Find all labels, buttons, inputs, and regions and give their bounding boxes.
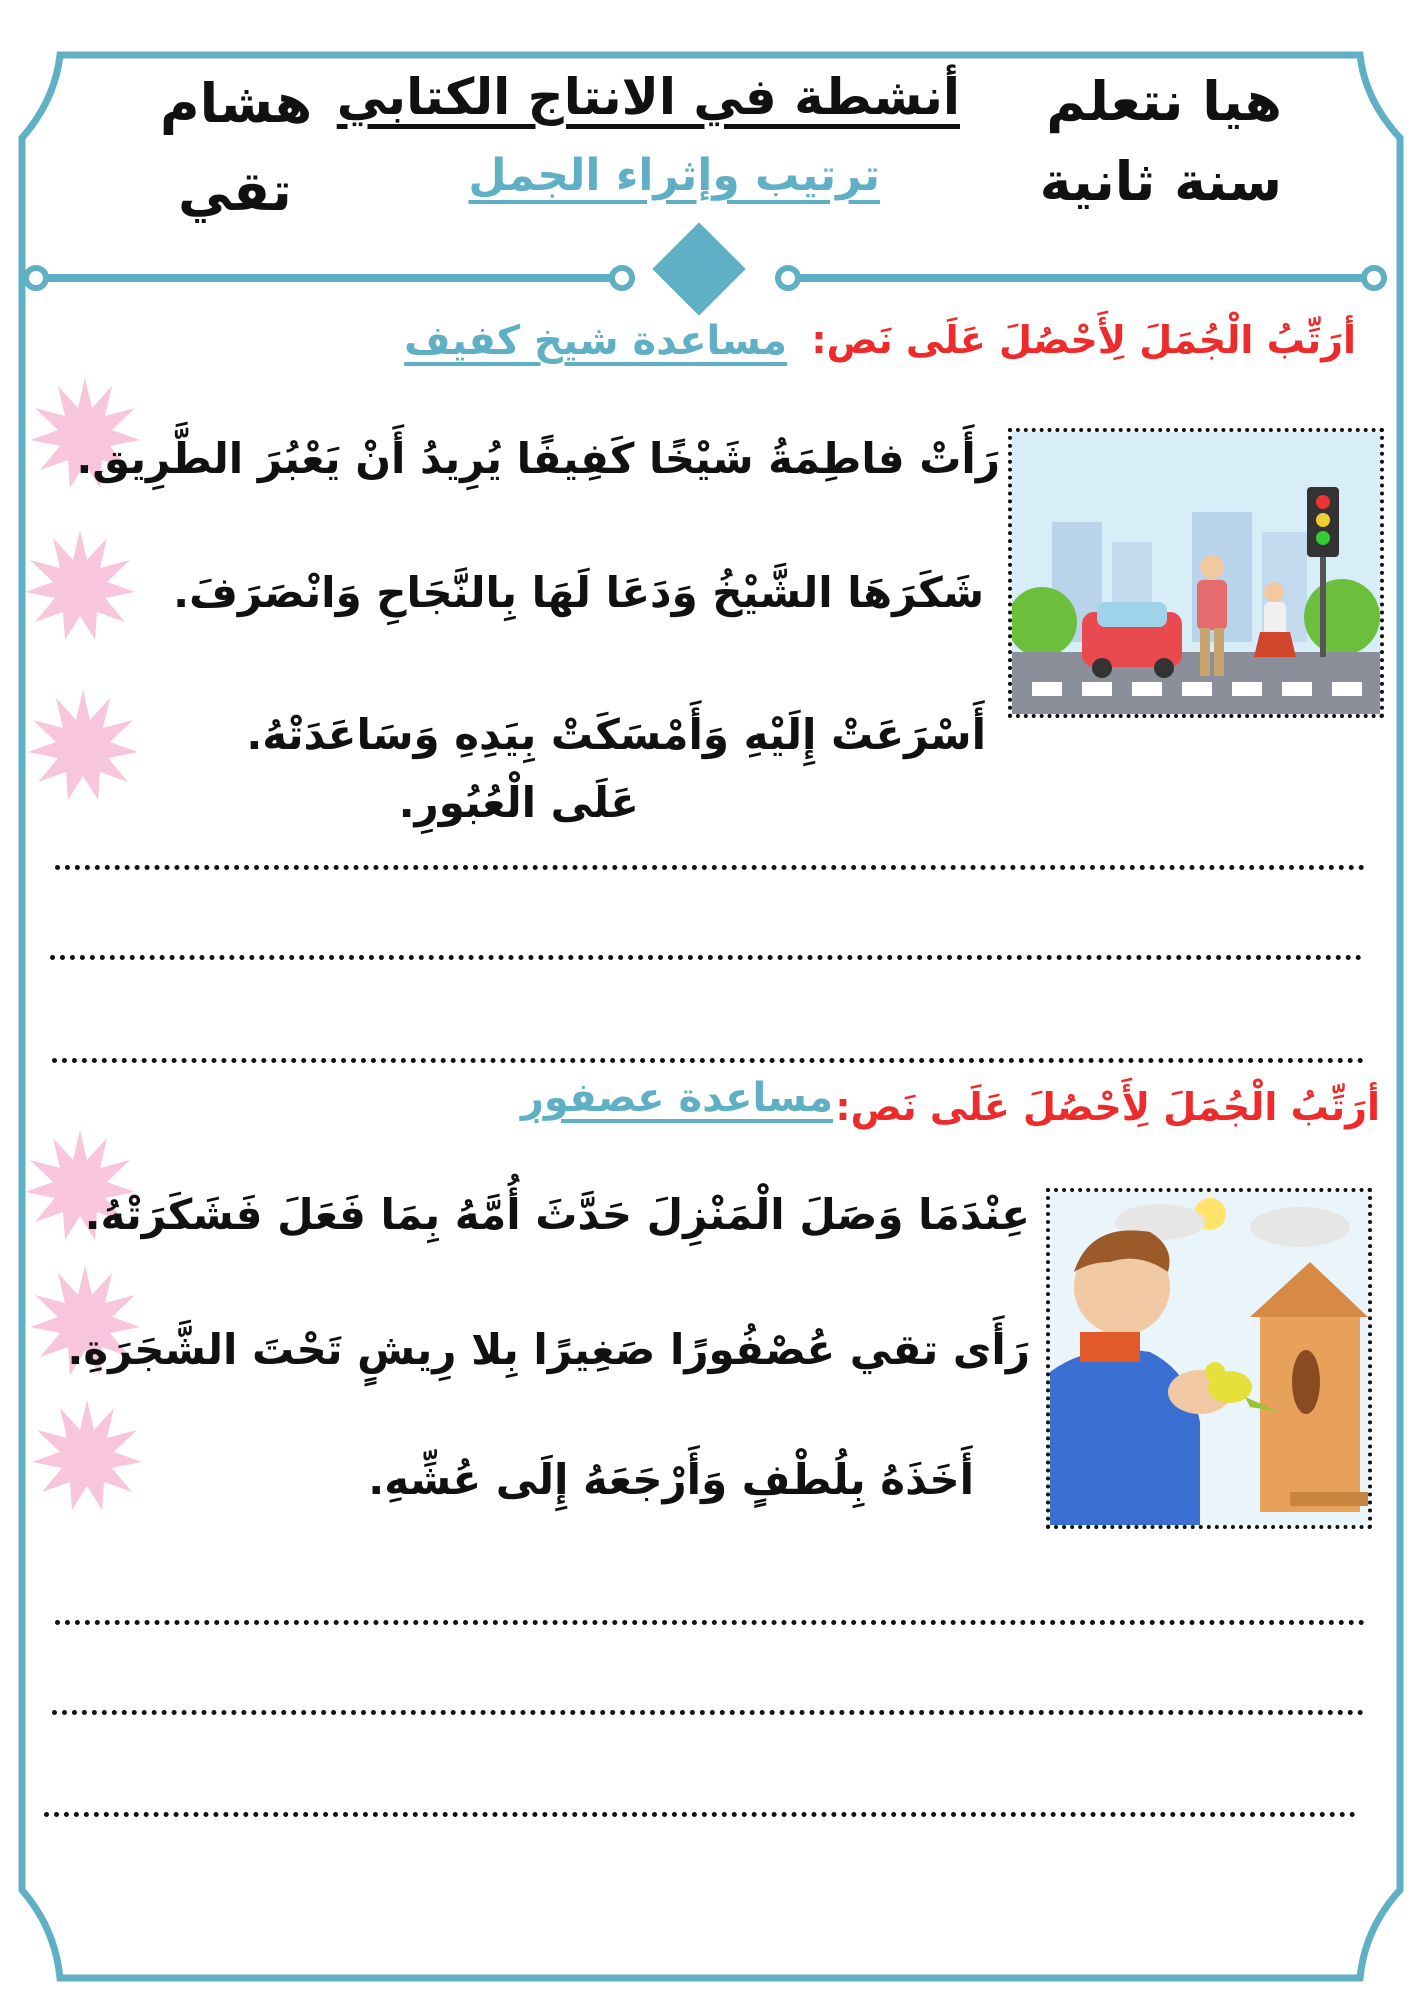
author-last-name: تقي [178, 160, 292, 223]
page-title: أنشطة في الانتاج الكتابي [336, 68, 960, 126]
school-level-label: هيا نتعلم [1046, 70, 1282, 133]
flower-icon [28, 690, 138, 800]
flower-icon [32, 1400, 142, 1510]
writing-line[interactable] [44, 1812, 1356, 1817]
street-crossing-illustration [1008, 428, 1384, 718]
section2-sentence-3: أَخَذَهُ بِلُطْفٍ وَأَرْجَعَهُ إِلَى عُشِّهِ. [368, 1455, 974, 1504]
section2-sentence-2: رَأَى تقي عُصْفُورًا صَغِيرًا بِلا رِيشٍ تَحْتَ الشَّجَرَةِ. [67, 1325, 1030, 1374]
boy-with-bird-illustration [1046, 1188, 1372, 1529]
section1-sentence-3: أَسْرَعَتْ إِلَيْهِ وَأَمْسَكَتْ بِيَدِهِ وَسَاعَدَتْهُ. [246, 710, 986, 759]
section1-sentence-4: عَلَى الْعُبُورِ. [398, 778, 639, 827]
writing-line[interactable] [55, 865, 1365, 870]
author-first-name: هشام [160, 72, 313, 135]
flower-icon [25, 530, 135, 640]
section1-sentence-2: شَكَرَهَا الشَّيْخُ وَدَعَا لَهَا بِالنَّجَاحِ وَانْصَرَفَ. [173, 568, 984, 617]
writing-line[interactable] [50, 955, 1362, 960]
section1-sentence-1: رَأَتْ فاطِمَةُ شَيْخًا كَفِيفًا يُرِيدُ أَنْ يَعْبُرَ الطَّرِيق. [76, 434, 1000, 483]
page-subtitle: ترتيب وإثراء الجمل [468, 150, 880, 201]
section2-sentence-1: عِنْدَمَا وَصَلَ الْمَنْزِلَ حَدَّثَ أُمَّهُ بِمَا فَعَلَ فَشَكَرَتْهُ. [84, 1190, 1030, 1239]
writing-line[interactable] [52, 1058, 1364, 1063]
section2-instruction: أرَتِّبُ الْجُمَلَ لِأَحْصُلَ عَلَى نَص: [835, 1085, 1380, 1129]
divider-diamond [652, 222, 745, 315]
section2-story-title: مساعدة عصفور [520, 1075, 833, 1121]
section1-instruction: أرَتِّبُ الْجُمَلَ لِأَحْصُلَ عَلَى نَص: [811, 318, 1356, 362]
writing-line[interactable] [55, 1620, 1365, 1625]
section1-story-title: مساعدة شيخ كفيف [404, 318, 787, 364]
writing-line[interactable] [52, 1710, 1364, 1715]
grade-label: سنة ثانية [1039, 150, 1282, 213]
